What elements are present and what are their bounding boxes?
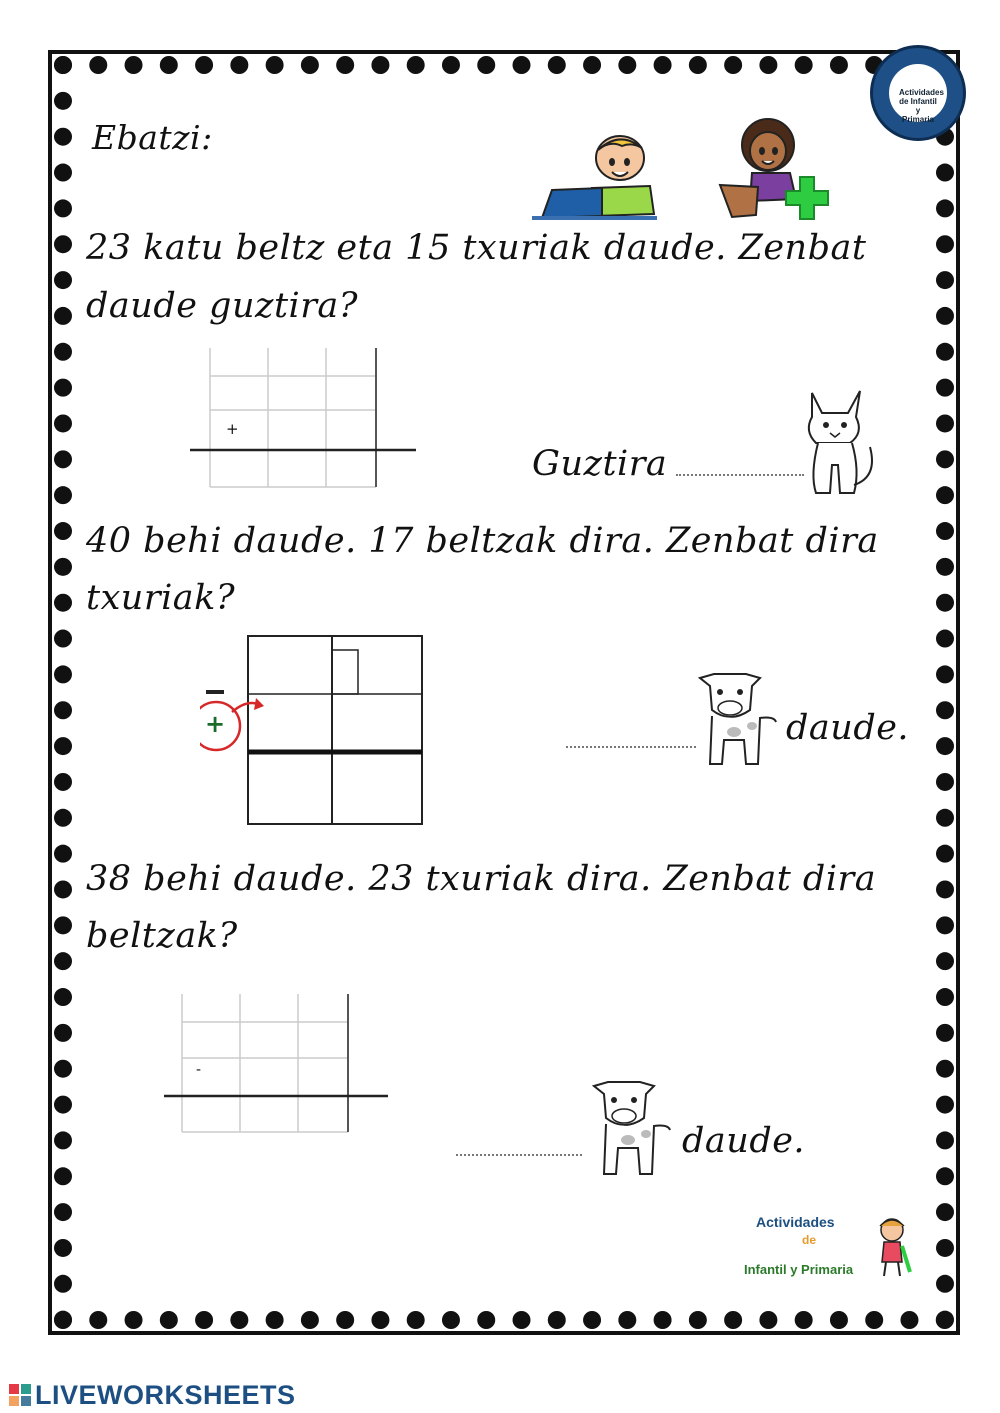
brand-logo-line-1: Actividades [756,1214,835,1230]
liveworksheets-logo[interactable] [8,1380,296,1411]
addition-grid[interactable] [188,346,420,492]
answer-line-2[interactable] [566,746,696,748]
subtraction-grid[interactable] [200,632,428,828]
answer-line-1[interactable] [676,474,804,476]
subtraction-grid-2[interactable] [160,990,392,1136]
page-title: Ebatzi: [92,118,213,157]
cat-icon [800,385,880,500]
minus-sign: - [196,1062,202,1078]
cow-icon [586,1070,676,1180]
site-badge-icon [870,45,966,141]
plus-in-circle: + [205,710,226,738]
answer-label-guztira: Guztira [532,444,668,484]
brand-logo-line-2: de [802,1233,817,1247]
problem-3-line-2: beltzak? [86,916,238,956]
problem-2-line-1: 40 behi daude. 17 beltzak dira. Zenbat dira [86,521,879,561]
problem-1-line-2: daude guztira? [86,286,359,326]
problem-2-line-2: txuriak? [86,578,236,618]
girl-mascot-icon [872,1216,912,1278]
answer-label-daude-2: daude. [682,1121,806,1161]
answer-line-3[interactable] [456,1154,582,1156]
brand-logo-line-3: Infantil y Primaria [744,1262,854,1277]
boy-reading-icon [532,128,662,223]
badge-text: Actividades de Infantil y Primaria [899,88,944,124]
cow-icon [690,660,780,772]
footer-brand-text: LIVEWORKSHEETS [35,1380,296,1410]
problem-1-line-1: 23 katu beltz eta 15 txuriak daude. Zenbat [86,228,867,268]
girl-with-plus-icon [712,115,842,223]
answer-label-daude-1: daude. [786,708,910,748]
plus-sign: + [226,420,239,438]
problem-3-line-1: 38 behi daude. 23 txuriak dira. Zenbat dira [86,859,877,899]
liveworksheets-icon [8,1383,32,1407]
